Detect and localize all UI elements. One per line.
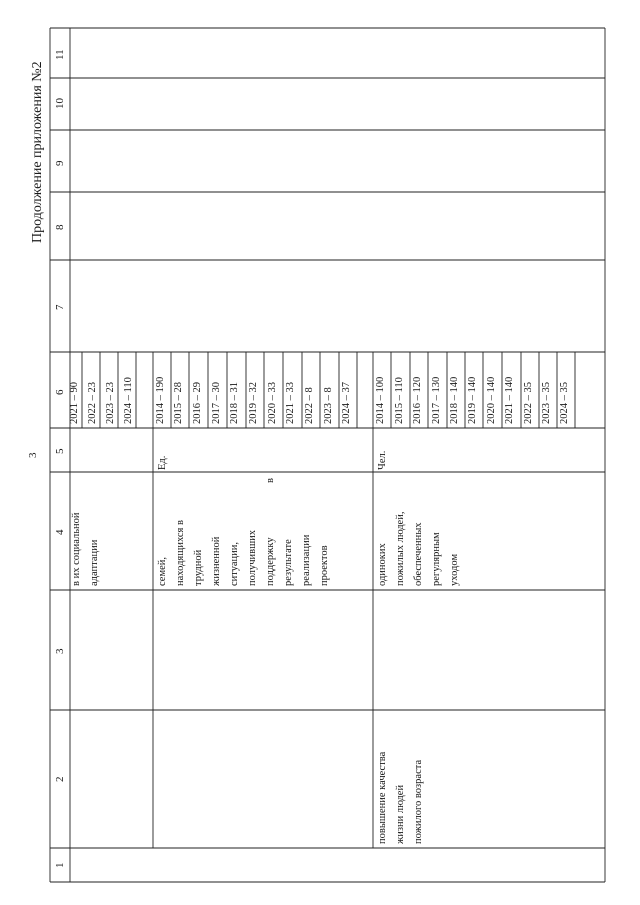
row3-value: 2023 – 35 — [541, 382, 552, 424]
row1-value: 2024 – 110 — [123, 377, 134, 424]
column-header-9: 9 — [54, 160, 66, 166]
column-header-4: 4 — [54, 529, 66, 535]
column-header-1: 1 — [54, 862, 66, 868]
page-number: 3 — [27, 452, 39, 458]
row2-value: 2021 – 33 — [285, 382, 296, 424]
row1-description-line: адаптации — [89, 539, 100, 586]
row3-description-line: пожилых людей, — [395, 511, 406, 586]
column-header-3: 3 — [54, 648, 66, 654]
row3-description-line: одиноких — [377, 543, 388, 586]
row3-description-line: регулярным — [431, 532, 442, 586]
row3-description-line: обеспеченных — [413, 522, 424, 586]
row2-value: 2014 – 190 — [155, 376, 166, 424]
row2-description-line: трудной — [193, 549, 204, 586]
column-header-6: 6 — [54, 389, 66, 395]
row2-value: 2023 – 8 — [323, 387, 334, 424]
row2-description-line: ситуации, — [229, 542, 240, 586]
column-header-8: 8 — [54, 224, 66, 230]
row2-value: 2024 – 37 — [341, 382, 352, 424]
column-header-11: 11 — [54, 49, 66, 60]
row3-value: 2015 – 110 — [394, 377, 405, 424]
row2-description-line: реализации — [301, 534, 312, 586]
row2-value: 2016 – 29 — [192, 382, 203, 424]
row1-value: 2021 – 90 — [69, 382, 80, 424]
row2-description-line: находящихся в — [175, 520, 186, 586]
row3-value: 2018 – 140 — [449, 376, 460, 424]
column-header-10: 10 — [54, 98, 66, 109]
row3-indicator-line: пожилого возраста — [413, 759, 424, 844]
row3-description-line: уходом — [449, 553, 460, 586]
row2-value: 2020 – 33 — [267, 382, 278, 424]
row2-unit: Ед. — [157, 455, 168, 470]
row1-value: 2022 – 23 — [87, 382, 98, 424]
appendix-title: Продолжение приложения №2 — [30, 61, 45, 243]
row3-value: 2017 – 130 — [431, 376, 442, 424]
row2-value: 2022 – 8 — [304, 387, 315, 424]
row2-description-extra: в — [265, 478, 276, 483]
row2-description-line: получивших — [247, 529, 258, 586]
row1-value: 2023 – 23 — [105, 382, 116, 424]
row3-value: 2016 – 120 — [412, 376, 423, 424]
row2-description-line: семей, — [157, 557, 168, 586]
row3-value: 2021 – 140 — [504, 376, 515, 424]
row3-value: 2022 – 35 — [523, 382, 534, 424]
row3-value: 2024 – 35 — [559, 382, 570, 424]
row2-description-line: результате — [283, 539, 294, 586]
column-header-7: 7 — [54, 304, 66, 310]
row2-value: 2018 – 31 — [229, 382, 240, 424]
row3-value: 2019 – 140 — [467, 376, 478, 424]
row3-indicator-line: жизни людей — [395, 784, 406, 844]
row3-value: 2020 – 140 — [486, 376, 497, 424]
row2-value: 2019 – 32 — [248, 382, 259, 424]
column-header-5: 5 — [54, 448, 66, 454]
column-header-2: 2 — [54, 776, 66, 782]
row2-description-line: поддержку — [265, 537, 276, 586]
row3-indicator-line: повышение качества — [377, 751, 388, 844]
row3-unit: Чел. — [377, 450, 388, 470]
row2-description-line: жизненной — [211, 536, 222, 586]
row3-value: 2014 – 100 — [375, 376, 386, 424]
row1-description-line: в их социальной — [71, 512, 82, 586]
row2-value: 2015 – 28 — [173, 382, 184, 424]
row2-description-line: проектов — [319, 545, 330, 586]
row2-value: 2017 – 30 — [211, 382, 222, 424]
